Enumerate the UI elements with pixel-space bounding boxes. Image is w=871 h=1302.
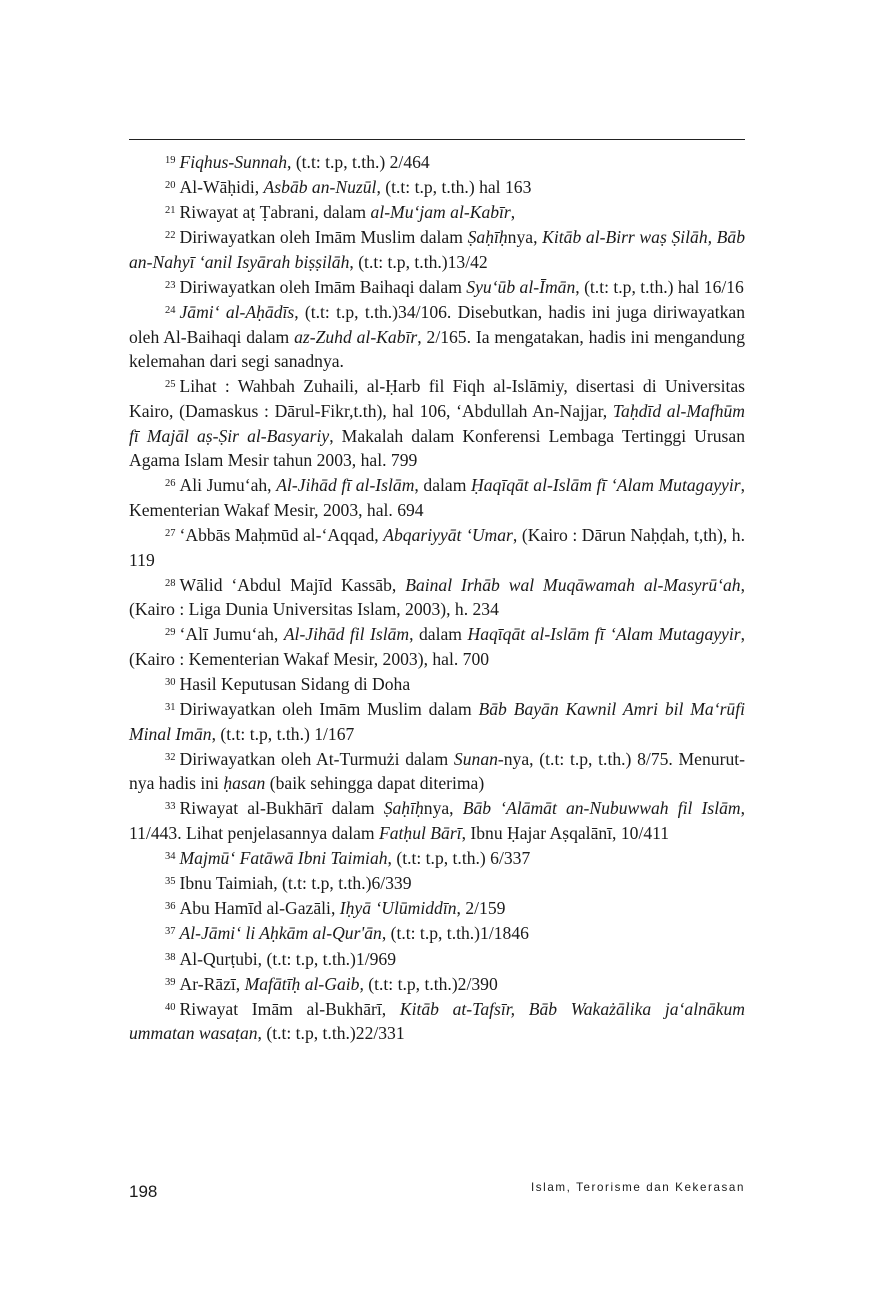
footnote-text: -nya, (t.t: t.p, t.th.) 8/75. Menurut-nya hadis ini xyxy=(129,748,745,794)
footnote-text: , 11/443. Lihat penjelasannya dalam xyxy=(129,798,745,844)
footnote-text: Diriwayatkan oleh At-Turmużi dalam xyxy=(179,748,454,769)
footnote-text: Ar-Rāzī, xyxy=(179,973,245,994)
footnote-text: , (t.t: t.p, t.th.) 1/167 xyxy=(211,723,355,744)
footnote-text: Al-Qurṭubi, (t.t: t.p, t.th.)1/969 xyxy=(179,948,396,969)
footnote-23 xyxy=(129,275,745,300)
footnote-39 xyxy=(129,972,745,997)
footnote-24 xyxy=(129,300,745,374)
footnote-text: , (t.t: t.p, t.th.) hal 16/16 xyxy=(575,276,744,297)
footnote-number: 25 xyxy=(165,379,176,391)
footnote-text: Al-Wāḥidi, xyxy=(179,177,264,198)
footnote-37 xyxy=(129,921,745,946)
footnote-32 xyxy=(129,747,745,796)
footnote-text: , (t.t: t.p, t.th.) 6/337 xyxy=(387,848,531,869)
footnote-35 xyxy=(129,871,745,896)
footnote-number: 28 xyxy=(165,577,176,589)
footnote-number: 31 xyxy=(165,702,176,714)
footnote-italic-title: Syu‘ūb al-Īmān xyxy=(466,276,576,297)
footnotes-section xyxy=(129,150,745,1046)
footnote-text: nya, xyxy=(423,798,463,819)
footnote-text: , 2/165. Ia mengatakan, hadis ini mengandung kelemahan dari segi sanadnya. xyxy=(129,326,745,372)
footnote-number: 33 xyxy=(165,801,176,813)
footnote-31 xyxy=(129,697,745,746)
footnote-text: Diriwayatkan oleh Imām Muslim dalam xyxy=(179,699,479,720)
footnote-number: 35 xyxy=(165,876,176,888)
footnote-text: Ali Jumu‘ah, xyxy=(179,475,277,496)
footnote-text: , (t.t: t.p, t.th.)1/1846 xyxy=(381,923,529,944)
footnote-italic-title: Haqīqāt al-Islām fī ‘Alam Mutagayyir xyxy=(467,624,741,645)
footnote-text: , xyxy=(510,202,516,223)
footnote-29 xyxy=(129,622,745,671)
footnote-40 xyxy=(129,997,745,1046)
footnote-text: (t.t: t.p, t.th.)2/390 xyxy=(363,973,498,994)
footnote-italic-title: Taḥdīd al-Mafhūm fī Majāl aṣ-Ṣir al-Basyariy xyxy=(129,400,745,446)
footnote-number: 24 xyxy=(165,305,176,317)
footnote-number: 30 xyxy=(165,676,176,688)
footnote-text: , (t.t: t.p, t.th.) hal 163 xyxy=(376,177,532,198)
footnote-text: Lihat : Wahbah Zuhaili, al-Ḥarb fil Fiqh al-Islāmiy, disertasi di Universitas Kairo, (Damaskus : Dārul-Fikr,t.th), hal 106, ‘Abdullah An-Najjar, xyxy=(129,376,745,421)
footnote-italic-title: Fatḥul Bārī xyxy=(378,823,462,844)
footnote-text: , dalam xyxy=(409,624,468,645)
footnote-text: ‘Alī Jumu‘ah, xyxy=(179,624,284,645)
footnote-italic-title: Ṣaḥīḥ xyxy=(467,227,508,248)
footnote-36 xyxy=(129,896,745,921)
footnote-text: , (t.t: t.p, t.th.) 2/464 xyxy=(287,152,430,172)
footnote-number: 38 xyxy=(165,951,176,963)
footnote-text: Hasil Keputusan Sidang di Doha xyxy=(179,673,411,694)
footnote-italic-title: Al-Jihād fī al-Islām xyxy=(276,475,415,496)
footnote-number: 26 xyxy=(165,478,176,490)
footnote-number: 29 xyxy=(165,627,176,639)
footnote-text: Riwayat aṭ Ṭabrani, dalam xyxy=(179,202,371,223)
footnote-text: , (t.t: t.p, t.th.)22/331 xyxy=(257,1023,405,1044)
footnote-italic-title: Iḥyā ‘Ulūmiddīn xyxy=(339,898,457,919)
footnote-italic-title: Abqariyyāt ‘Umar xyxy=(383,524,513,545)
footnote-text: , (Kairo : Dārun Naḥḍah, t,th), h. 119 xyxy=(129,524,745,570)
footnote-italic-title: al-Mu‘jam al-Kabīr xyxy=(370,202,511,223)
footnote-italic-title: Al-Jihād fil Islām xyxy=(283,624,410,645)
footnote-text: ‘Abbās Maḥmūd al-‘Aqqad, xyxy=(179,524,384,545)
footnote-38 xyxy=(129,947,745,972)
footnote-34 xyxy=(129,846,745,871)
footnote-number: 32 xyxy=(165,751,176,763)
footnote-26 xyxy=(129,473,745,522)
footnote-number: 34 xyxy=(165,851,176,863)
footnote-italic-title: Fiqhus-Sunnah xyxy=(179,152,288,172)
footnote-text: Riwayat Imām al-Bukhārī, xyxy=(179,998,400,1019)
footnote-text: , (t.t: t.p, t.th.)34/106. Disebutkan, hadis ini juga diriwayatkan oleh Al-Baihaqi dalam xyxy=(129,302,745,347)
footnote-27 xyxy=(129,523,745,572)
footnote-25 xyxy=(129,374,745,472)
footnote-text: , (Kairo : Liga Dunia Universitas Islam, 2003), h. 234 xyxy=(129,574,745,620)
footnote-number: 37 xyxy=(165,926,176,938)
footnote-italic-title: Al-Jāmi‘ li Aḥkām al-Qur'ān xyxy=(179,923,382,944)
footnote-text: , Ibnu Ḥajar Aṣqalānī, 10/411 xyxy=(461,823,670,844)
footnote-number: 27 xyxy=(165,527,176,539)
footnote-text: Diriwayatkan oleh Imām Baihaqi dalam xyxy=(179,276,467,297)
footnote-number: 21 xyxy=(165,205,176,217)
footnote-number: 20 xyxy=(165,180,176,192)
footnote-italic-title: Ṣaḥīḥ xyxy=(383,798,424,819)
footnote-33 xyxy=(129,796,745,845)
footnote-text: , 2/159 xyxy=(456,898,506,919)
footnote-21 xyxy=(129,200,745,225)
footnote-22 xyxy=(129,225,745,274)
footnote-italic-title: Majmū‘ Fatāwā Ibni Taimiah xyxy=(179,848,388,869)
footnote-italic-title: Asbāb an-Nuzūl xyxy=(263,177,377,198)
footnote-italic-title: Bainal Irhāb wal Muqāwamah al-Masyrū‘ah xyxy=(405,574,741,595)
footnote-number: 40 xyxy=(165,1001,176,1013)
footnote-number: 39 xyxy=(165,976,176,988)
footnote-text: Wālid ‘Abdul Majīd Kassāb, xyxy=(179,574,406,595)
footnote-italic-title: Mafātīḥ al-Gaib, xyxy=(244,973,364,994)
page-footer xyxy=(129,1180,745,1204)
footnote-number: 36 xyxy=(165,901,176,913)
footnote-italic-title: Kitāb al-Birr waṣ Ṣilāh, Bāb an-Nahyī ‘anil Isyārah biṣṣilāh xyxy=(129,227,746,272)
footnote-text: , Makalah dalam Konferensi Lembaga Tertinggi Urusan Agama Islam Mesir tahun 2003, hal. 799 xyxy=(129,425,745,471)
footnote-italic-title: Kitāb at-Tafsīr, Bāb Wakażālika ja‘alnākum ummatan wasaṭan xyxy=(129,998,745,1044)
footnote-28 xyxy=(129,573,745,622)
footnote-italic-title: Bāb ‘Alāmāt an-Nubuwwah fil Islām xyxy=(462,798,741,819)
footnote-italic-title: az-Zuhd al-Kabīr xyxy=(294,326,418,347)
page-number: 198 xyxy=(129,1182,158,1201)
footnote-30 xyxy=(129,672,745,697)
footnote-text: nya, xyxy=(507,227,543,248)
footnote-text: Diriwayatkan oleh Imām Muslim dalam xyxy=(179,227,468,248)
footnote-italic-title: Jāmi‘ al-Aḥādīs xyxy=(179,302,295,323)
footnote-text: , (t.t: t.p, t.th.)13/42 xyxy=(349,251,488,272)
footnote-italic-title: ḥasan xyxy=(223,773,266,794)
footnote-number: 23 xyxy=(165,279,176,291)
footnote-text: , (Kairo : Kementerian Wakaf Mesir, 2003), hal. 700 xyxy=(129,624,745,669)
footnote-number: 22 xyxy=(165,230,176,242)
footnote-text: (baik sehingga dapat diterima) xyxy=(265,773,485,794)
footnote-text: Riwayat al-Bukhārī dalam xyxy=(179,798,384,819)
footnote-separator-rule xyxy=(129,139,745,140)
footnote-20 xyxy=(129,175,745,200)
footnote-italic-title: Sunan xyxy=(453,748,498,769)
footnote-text: Abu Hamīd al-Gazāli, xyxy=(179,898,340,919)
footnote-text: , Kementerian Wakaf Mesir, 2003, hal. 694 xyxy=(129,475,746,520)
footnote-italic-title: Bāb Bayān Kawnil Amri bil Ma‘rūfi Minal Imān xyxy=(129,699,746,744)
footnote-19 xyxy=(129,150,745,175)
footnote-text: Ibnu Taimiah, (t.t: t.p, t.th.)6/339 xyxy=(179,873,412,894)
footnote-number: 19 xyxy=(165,155,176,166)
footnote-text: , dalam xyxy=(414,475,472,496)
running-book-title: Islam, Terorisme dan Kekerasan xyxy=(530,1181,745,1194)
footnote-italic-title: Ḥaqīqāt al-Islām fī ‘Alam Mutagayyir xyxy=(471,475,741,496)
